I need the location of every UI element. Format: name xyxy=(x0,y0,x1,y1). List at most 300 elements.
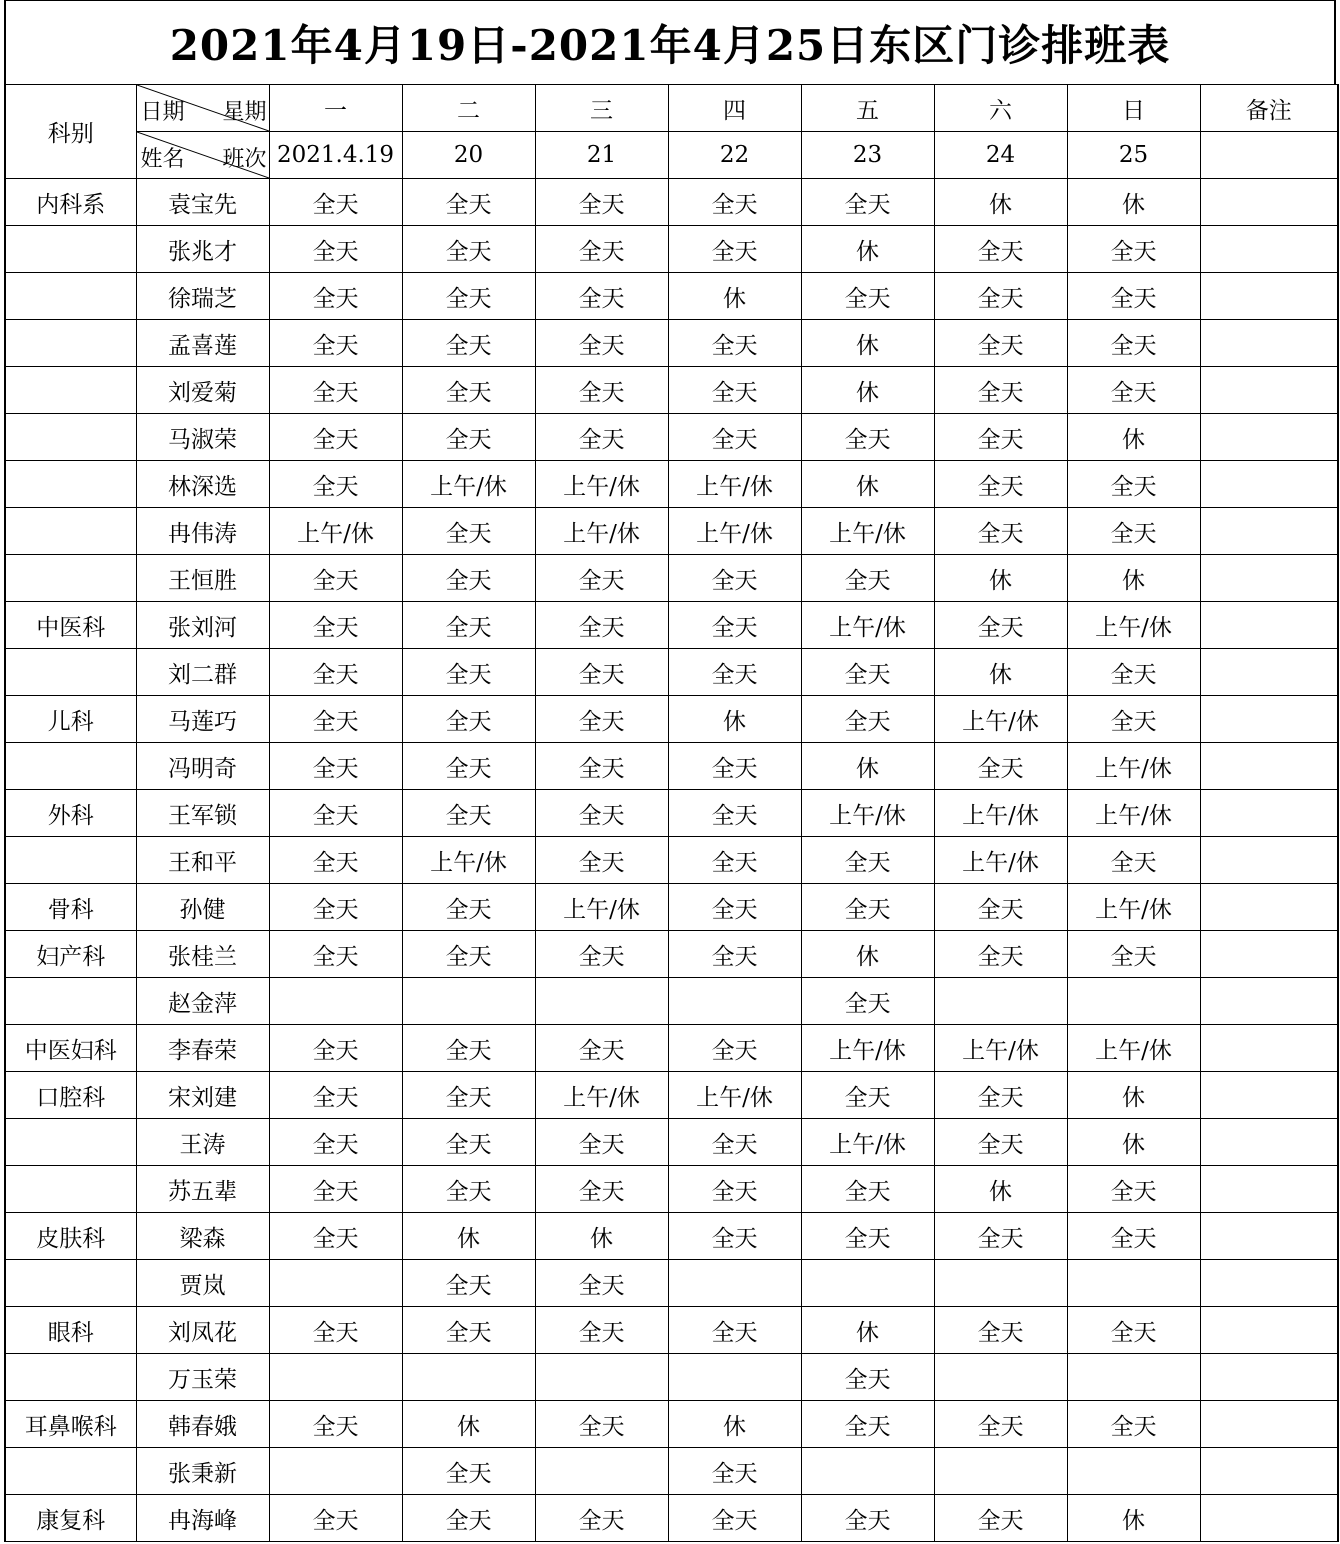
weekday-sat: 六 xyxy=(934,85,1067,132)
remark-cell xyxy=(1200,1448,1338,1495)
table-row xyxy=(5,1025,1338,1072)
remark-cell xyxy=(1200,1166,1338,1213)
shift-cell: 全天 xyxy=(934,602,1067,649)
shift-cell: 休 xyxy=(801,1307,934,1354)
dept-cell: 口腔科 xyxy=(5,1072,136,1119)
dept-cell xyxy=(5,414,136,461)
shift-cell xyxy=(402,978,535,1025)
doctor-name-cell: 韩春娥 xyxy=(136,1401,269,1448)
shift-cell: 全天 xyxy=(535,1025,668,1072)
table-row xyxy=(5,1119,1338,1166)
shift-cell: 全天 xyxy=(934,226,1067,273)
doctor-name-cell: 马淑荣 xyxy=(136,414,269,461)
dept-cell: 妇产科 xyxy=(5,931,136,978)
doctor-name-cell: 贾岚 xyxy=(136,1260,269,1307)
table-row xyxy=(5,1072,1338,1119)
shift-cell: 全天 xyxy=(402,367,535,414)
shift-cell: 全天 xyxy=(269,1072,402,1119)
doctor-name-cell: 王恒胜 xyxy=(136,555,269,602)
doctor-name-cell: 马莲巧 xyxy=(136,696,269,743)
shift-cell: 全天 xyxy=(934,508,1067,555)
date-tue: 20 xyxy=(402,132,535,179)
shift-cell: 上午/休 xyxy=(1067,743,1200,790)
table-row xyxy=(5,1307,1338,1354)
shift-cell: 全天 xyxy=(402,1025,535,1072)
dept-cell: 外科 xyxy=(5,790,136,837)
shift-cell: 全天 xyxy=(535,837,668,884)
date-fri: 23 xyxy=(801,132,934,179)
shift-cell: 全天 xyxy=(269,1119,402,1166)
shift-cell: 全天 xyxy=(269,414,402,461)
shift-cell: 休 xyxy=(801,743,934,790)
dept-cell: 中医妇科 xyxy=(5,1025,136,1072)
shift-cell: 全天 xyxy=(934,273,1067,320)
shift-cell: 全天 xyxy=(269,367,402,414)
shift-cell: 全天 xyxy=(269,179,402,226)
shift-cell: 全天 xyxy=(668,602,801,649)
dept-cell: 骨科 xyxy=(5,884,136,931)
shift-cell: 全天 xyxy=(402,508,535,555)
date-sun: 25 xyxy=(1067,132,1200,179)
shift-cell: 休 xyxy=(1067,555,1200,602)
shift-cell: 全天 xyxy=(402,1495,535,1542)
remark-cell xyxy=(1200,837,1338,884)
shift-cell: 全天 xyxy=(934,367,1067,414)
schedule-table xyxy=(4,84,1339,1542)
doctor-name-cell: 王军锁 xyxy=(136,790,269,837)
shift-cell: 上午/休 xyxy=(934,790,1067,837)
shift-cell: 全天 xyxy=(668,179,801,226)
remark-cell xyxy=(1200,1401,1338,1448)
remark-cell xyxy=(1200,649,1338,696)
shift-cell xyxy=(934,1354,1067,1401)
page-title: 2021年4月19日-2021年4月25日东区门诊排班表 xyxy=(4,0,1336,85)
shift-cell: 全天 xyxy=(535,1401,668,1448)
dept-cell xyxy=(5,1448,136,1495)
doctor-name-cell: 孟喜莲 xyxy=(136,320,269,367)
shift-cell: 全天 xyxy=(668,367,801,414)
shift-cell: 全天 xyxy=(1067,931,1200,978)
date-thu: 22 xyxy=(668,132,801,179)
shift-cell: 全天 xyxy=(402,649,535,696)
shift-cell: 全天 xyxy=(402,790,535,837)
shift-cell: 全天 xyxy=(1067,1166,1200,1213)
shift-cell: 全天 xyxy=(1067,649,1200,696)
shift-cell xyxy=(1067,1354,1200,1401)
table-row xyxy=(5,226,1338,273)
shift-cell: 全天 xyxy=(1067,367,1200,414)
remark-cell xyxy=(1200,602,1338,649)
shift-cell: 全天 xyxy=(1067,1401,1200,1448)
shift-cell: 上午/休 xyxy=(1067,790,1200,837)
shift-cell: 全天 xyxy=(934,1307,1067,1354)
doctor-name-cell: 林深选 xyxy=(136,461,269,508)
remark-cell xyxy=(1200,273,1338,320)
shift-cell: 休 xyxy=(801,226,934,273)
doctor-name-cell: 李春荣 xyxy=(136,1025,269,1072)
shift-cell xyxy=(402,1354,535,1401)
shift-cell: 休 xyxy=(934,555,1067,602)
header-row-date xyxy=(5,132,1338,179)
shift-cell: 全天 xyxy=(801,884,934,931)
shift-cell: 全天 xyxy=(668,226,801,273)
doctor-name-cell: 张桂兰 xyxy=(136,931,269,978)
shift-cell: 全天 xyxy=(1067,226,1200,273)
shift-cell: 全天 xyxy=(934,320,1067,367)
shift-cell: 休 xyxy=(934,179,1067,226)
dept-cell: 儿科 xyxy=(5,696,136,743)
shift-cell: 全天 xyxy=(1067,461,1200,508)
shift-cell: 全天 xyxy=(535,320,668,367)
table-row xyxy=(5,461,1338,508)
shift-cell: 全天 xyxy=(801,1354,934,1401)
shift-cell: 全天 xyxy=(402,1119,535,1166)
shift-cell: 上午/休 xyxy=(801,602,934,649)
remark-cell xyxy=(1200,790,1338,837)
shift-cell: 全天 xyxy=(1067,837,1200,884)
shift-cell: 全天 xyxy=(269,1495,402,1542)
shift-cell: 全天 xyxy=(402,414,535,461)
shift-cell: 休 xyxy=(801,931,934,978)
shift-cell: 全天 xyxy=(801,1166,934,1213)
shift-cell: 休 xyxy=(1067,1072,1200,1119)
shift-cell: 全天 xyxy=(801,1072,934,1119)
dept-cell xyxy=(5,1166,136,1213)
doctor-name-cell: 张兆才 xyxy=(136,226,269,273)
shift-cell: 全天 xyxy=(269,1401,402,1448)
name-label: 姓名 xyxy=(140,147,185,172)
doctor-name-cell: 张刘河 xyxy=(136,602,269,649)
shift-cell: 休 xyxy=(1067,414,1200,461)
shift-cell: 全天 xyxy=(269,837,402,884)
shift-cell: 全天 xyxy=(801,649,934,696)
shift-cell: 全天 xyxy=(1067,508,1200,555)
shift-cell: 全天 xyxy=(668,1495,801,1542)
shift-cell: 上午/休 xyxy=(801,1119,934,1166)
shift-cell: 全天 xyxy=(668,1213,801,1260)
weekday-mon: 一 xyxy=(269,85,402,132)
shift-cell: 休 xyxy=(1067,1495,1200,1542)
table-row xyxy=(5,179,1338,226)
shift-cell xyxy=(269,1260,402,1307)
shift-cell: 全天 xyxy=(535,1166,668,1213)
shift-cell: 全天 xyxy=(668,837,801,884)
shift-cell: 上午/休 xyxy=(668,508,801,555)
shift-cell: 休 xyxy=(535,1213,668,1260)
dept-cell xyxy=(5,743,136,790)
shift-cell xyxy=(1067,1448,1200,1495)
table-row xyxy=(5,273,1338,320)
shift-cell: 上午/休 xyxy=(668,1072,801,1119)
header-row-weekday xyxy=(5,85,1338,132)
doctor-name-cell: 袁宝先 xyxy=(136,179,269,226)
date-sat: 24 xyxy=(934,132,1067,179)
remark-cell xyxy=(1200,1213,1338,1260)
shift-cell xyxy=(668,978,801,1025)
shift-cell xyxy=(535,1448,668,1495)
shift-cell: 全天 xyxy=(801,555,934,602)
doctor-name-cell: 张秉新 xyxy=(136,1448,269,1495)
table-row xyxy=(5,1495,1338,1542)
shift-cell: 休 xyxy=(402,1213,535,1260)
shift-cell: 全天 xyxy=(934,1119,1067,1166)
shift-cell: 全天 xyxy=(402,273,535,320)
weekday-sun: 日 xyxy=(1067,85,1200,132)
shift-cell: 全天 xyxy=(402,1072,535,1119)
shift-cell: 全天 xyxy=(668,1448,801,1495)
shift-cell xyxy=(801,1448,934,1495)
shift-cell: 休 xyxy=(1067,179,1200,226)
table-row xyxy=(5,1354,1338,1401)
table-row xyxy=(5,743,1338,790)
shift-cell: 全天 xyxy=(535,555,668,602)
shift-cell: 全天 xyxy=(668,931,801,978)
dept-cell xyxy=(5,1260,136,1307)
shift-cell: 全天 xyxy=(269,273,402,320)
dept-cell: 眼科 xyxy=(5,1307,136,1354)
doctor-name-cell: 冉伟涛 xyxy=(136,508,269,555)
shift-cell: 全天 xyxy=(402,696,535,743)
shift-cell: 休 xyxy=(668,1401,801,1448)
shift-cell: 全天 xyxy=(1067,320,1200,367)
doctor-name-cell: 王和平 xyxy=(136,837,269,884)
shift-cell: 全天 xyxy=(269,602,402,649)
shift-cell: 全天 xyxy=(934,743,1067,790)
shift-cell: 全天 xyxy=(535,179,668,226)
shift-cell: 全天 xyxy=(535,1119,668,1166)
shift-cell: 全天 xyxy=(535,1307,668,1354)
shift-cell: 全天 xyxy=(535,1260,668,1307)
remark-cell xyxy=(1200,226,1338,273)
shift-cell: 全天 xyxy=(402,226,535,273)
shift-cell: 全天 xyxy=(801,414,934,461)
shift-cell: 休 xyxy=(934,1166,1067,1213)
shift-cell: 全天 xyxy=(269,226,402,273)
table-row xyxy=(5,602,1338,649)
shift-cell: 上午/休 xyxy=(1067,884,1200,931)
remark-cell xyxy=(1200,884,1338,931)
doctor-name-cell: 刘凤花 xyxy=(136,1307,269,1354)
shift-cell: 上午/休 xyxy=(402,461,535,508)
shift-cell: 全天 xyxy=(668,1307,801,1354)
remark-cell xyxy=(1200,414,1338,461)
shift-cell: 全天 xyxy=(535,367,668,414)
doctor-name-cell: 孙健 xyxy=(136,884,269,931)
shift-cell: 全天 xyxy=(801,1495,934,1542)
doctor-name-cell: 宋刘建 xyxy=(136,1072,269,1119)
shift-cell: 全天 xyxy=(934,1072,1067,1119)
doctor-name-cell: 万玉荣 xyxy=(136,1354,269,1401)
shift-cell xyxy=(535,1354,668,1401)
shift-cell: 全天 xyxy=(402,743,535,790)
shift-cell: 上午/休 xyxy=(535,508,668,555)
shift-cell xyxy=(269,1354,402,1401)
weekday-wed: 三 xyxy=(535,85,668,132)
shift-cell: 休 xyxy=(801,461,934,508)
date-wed: 21 xyxy=(535,132,668,179)
schedule-body xyxy=(5,85,1338,1542)
dept-cell xyxy=(5,649,136,696)
shift-cell: 全天 xyxy=(1067,696,1200,743)
shift-cell: 全天 xyxy=(801,1213,934,1260)
shift-cell: 全天 xyxy=(402,602,535,649)
table-row xyxy=(5,837,1338,884)
shift-cell xyxy=(269,978,402,1025)
shift-cell: 休 xyxy=(801,367,934,414)
shift-cell: 全天 xyxy=(402,1260,535,1307)
table-row xyxy=(5,649,1338,696)
shift-cell xyxy=(934,1260,1067,1307)
shift-cell xyxy=(1067,1260,1200,1307)
diagonal-header-date-week xyxy=(136,85,269,132)
dept-cell: 耳鼻喉科 xyxy=(5,1401,136,1448)
shift-cell: 全天 xyxy=(269,461,402,508)
shift-cell: 全天 xyxy=(934,931,1067,978)
shift-cell: 上午/休 xyxy=(535,1072,668,1119)
shift-cell: 全天 xyxy=(269,790,402,837)
doctor-name-cell: 苏五辈 xyxy=(136,1166,269,1213)
dept-header: 科别 xyxy=(5,85,136,179)
remark-cell xyxy=(1200,132,1338,179)
doctor-name-cell: 赵金萍 xyxy=(136,978,269,1025)
remark-cell xyxy=(1200,461,1338,508)
shift-cell: 全天 xyxy=(269,649,402,696)
shift-cell xyxy=(934,978,1067,1025)
shift-cell: 上午/休 xyxy=(1067,602,1200,649)
remark-cell xyxy=(1200,508,1338,555)
remark-cell xyxy=(1200,931,1338,978)
shift-cell: 全天 xyxy=(668,743,801,790)
shift-cell: 全天 xyxy=(535,931,668,978)
shift-cell: 全天 xyxy=(402,884,535,931)
shift-cell: 全天 xyxy=(269,320,402,367)
shift-cell: 全天 xyxy=(402,555,535,602)
shift-cell: 全天 xyxy=(535,273,668,320)
shift-cell: 全天 xyxy=(1067,273,1200,320)
shift-cell: 全天 xyxy=(402,1448,535,1495)
dept-cell xyxy=(5,273,136,320)
shift-cell: 休 xyxy=(934,649,1067,696)
remark-cell xyxy=(1200,1260,1338,1307)
table-row xyxy=(5,1448,1338,1495)
doctor-name-cell: 冯明奇 xyxy=(136,743,269,790)
dept-cell xyxy=(5,555,136,602)
shift-cell: 全天 xyxy=(801,696,934,743)
remark-cell xyxy=(1200,1072,1338,1119)
shift-cell: 全天 xyxy=(402,1166,535,1213)
shift-cell xyxy=(535,978,668,1025)
shift-cell: 全天 xyxy=(934,461,1067,508)
doctor-name-cell: 梁森 xyxy=(136,1213,269,1260)
shift-cell: 上午/休 xyxy=(402,837,535,884)
shift-cell: 上午/休 xyxy=(801,1025,934,1072)
shift-cell xyxy=(801,1260,934,1307)
shift-cell xyxy=(668,1260,801,1307)
remark-cell xyxy=(1200,1354,1338,1401)
dept-cell: 内科系 xyxy=(5,179,136,226)
shift-cell: 上午/休 xyxy=(668,461,801,508)
shift-cell: 全天 xyxy=(269,1025,402,1072)
table-row xyxy=(5,367,1338,414)
table-row xyxy=(5,1401,1338,1448)
diagonal-header-name-shift xyxy=(136,132,269,179)
shift-cell: 全天 xyxy=(269,1213,402,1260)
dept-cell: 康复科 xyxy=(5,1495,136,1542)
shift-cell: 上午/休 xyxy=(801,508,934,555)
shift-cell: 全天 xyxy=(668,1025,801,1072)
table-row xyxy=(5,1260,1338,1307)
remark-cell xyxy=(1200,978,1338,1025)
dept-cell: 皮肤科 xyxy=(5,1213,136,1260)
shift-label: 班次 xyxy=(222,147,267,172)
shift-cell: 全天 xyxy=(402,179,535,226)
table-row xyxy=(5,414,1338,461)
shift-cell: 全天 xyxy=(801,273,934,320)
shift-cell: 全天 xyxy=(668,320,801,367)
shift-cell xyxy=(934,1448,1067,1495)
remark-cell xyxy=(1200,743,1338,790)
doctor-name-cell: 王涛 xyxy=(136,1119,269,1166)
remark-cell xyxy=(1200,555,1338,602)
shift-cell: 全天 xyxy=(668,1166,801,1213)
shift-cell: 全天 xyxy=(402,320,535,367)
table-row xyxy=(5,790,1338,837)
shift-cell: 全天 xyxy=(269,1307,402,1354)
shift-cell: 全天 xyxy=(668,414,801,461)
weekday-tue: 二 xyxy=(402,85,535,132)
table-row xyxy=(5,555,1338,602)
shift-cell: 上午/休 xyxy=(934,837,1067,884)
dept-cell xyxy=(5,1354,136,1401)
shift-cell: 上午/休 xyxy=(535,461,668,508)
dept-cell xyxy=(5,837,136,884)
shift-cell: 全天 xyxy=(668,790,801,837)
shift-cell: 全天 xyxy=(668,1119,801,1166)
table-row xyxy=(5,696,1338,743)
shift-cell: 全天 xyxy=(801,837,934,884)
table-row xyxy=(5,978,1338,1025)
shift-cell: 全天 xyxy=(535,790,668,837)
shift-cell: 全天 xyxy=(934,884,1067,931)
shift-cell: 上午/休 xyxy=(1067,1025,1200,1072)
remark-cell xyxy=(1200,1025,1338,1072)
dept-cell xyxy=(5,508,136,555)
shift-cell: 休 xyxy=(801,320,934,367)
shift-cell: 上午/休 xyxy=(535,884,668,931)
shift-cell: 休 xyxy=(668,273,801,320)
shift-cell: 全天 xyxy=(269,743,402,790)
shift-cell: 全天 xyxy=(1067,1213,1200,1260)
dept-cell xyxy=(5,367,136,414)
shift-cell: 上午/休 xyxy=(934,1025,1067,1072)
shift-cell: 上午/休 xyxy=(801,790,934,837)
dept-cell xyxy=(5,461,136,508)
table-row xyxy=(5,320,1338,367)
shift-cell xyxy=(1067,978,1200,1025)
shift-cell: 全天 xyxy=(535,226,668,273)
remark-cell xyxy=(1200,179,1338,226)
table-row xyxy=(5,931,1338,978)
remark-cell xyxy=(1200,1119,1338,1166)
shift-cell: 休 xyxy=(402,1401,535,1448)
shift-cell: 全天 xyxy=(1067,1307,1200,1354)
doctor-name-cell: 冉海峰 xyxy=(136,1495,269,1542)
table-row xyxy=(5,1166,1338,1213)
shift-cell: 全天 xyxy=(535,414,668,461)
shift-cell: 休 xyxy=(668,696,801,743)
shift-cell xyxy=(269,1448,402,1495)
doctor-name-cell: 刘二群 xyxy=(136,649,269,696)
